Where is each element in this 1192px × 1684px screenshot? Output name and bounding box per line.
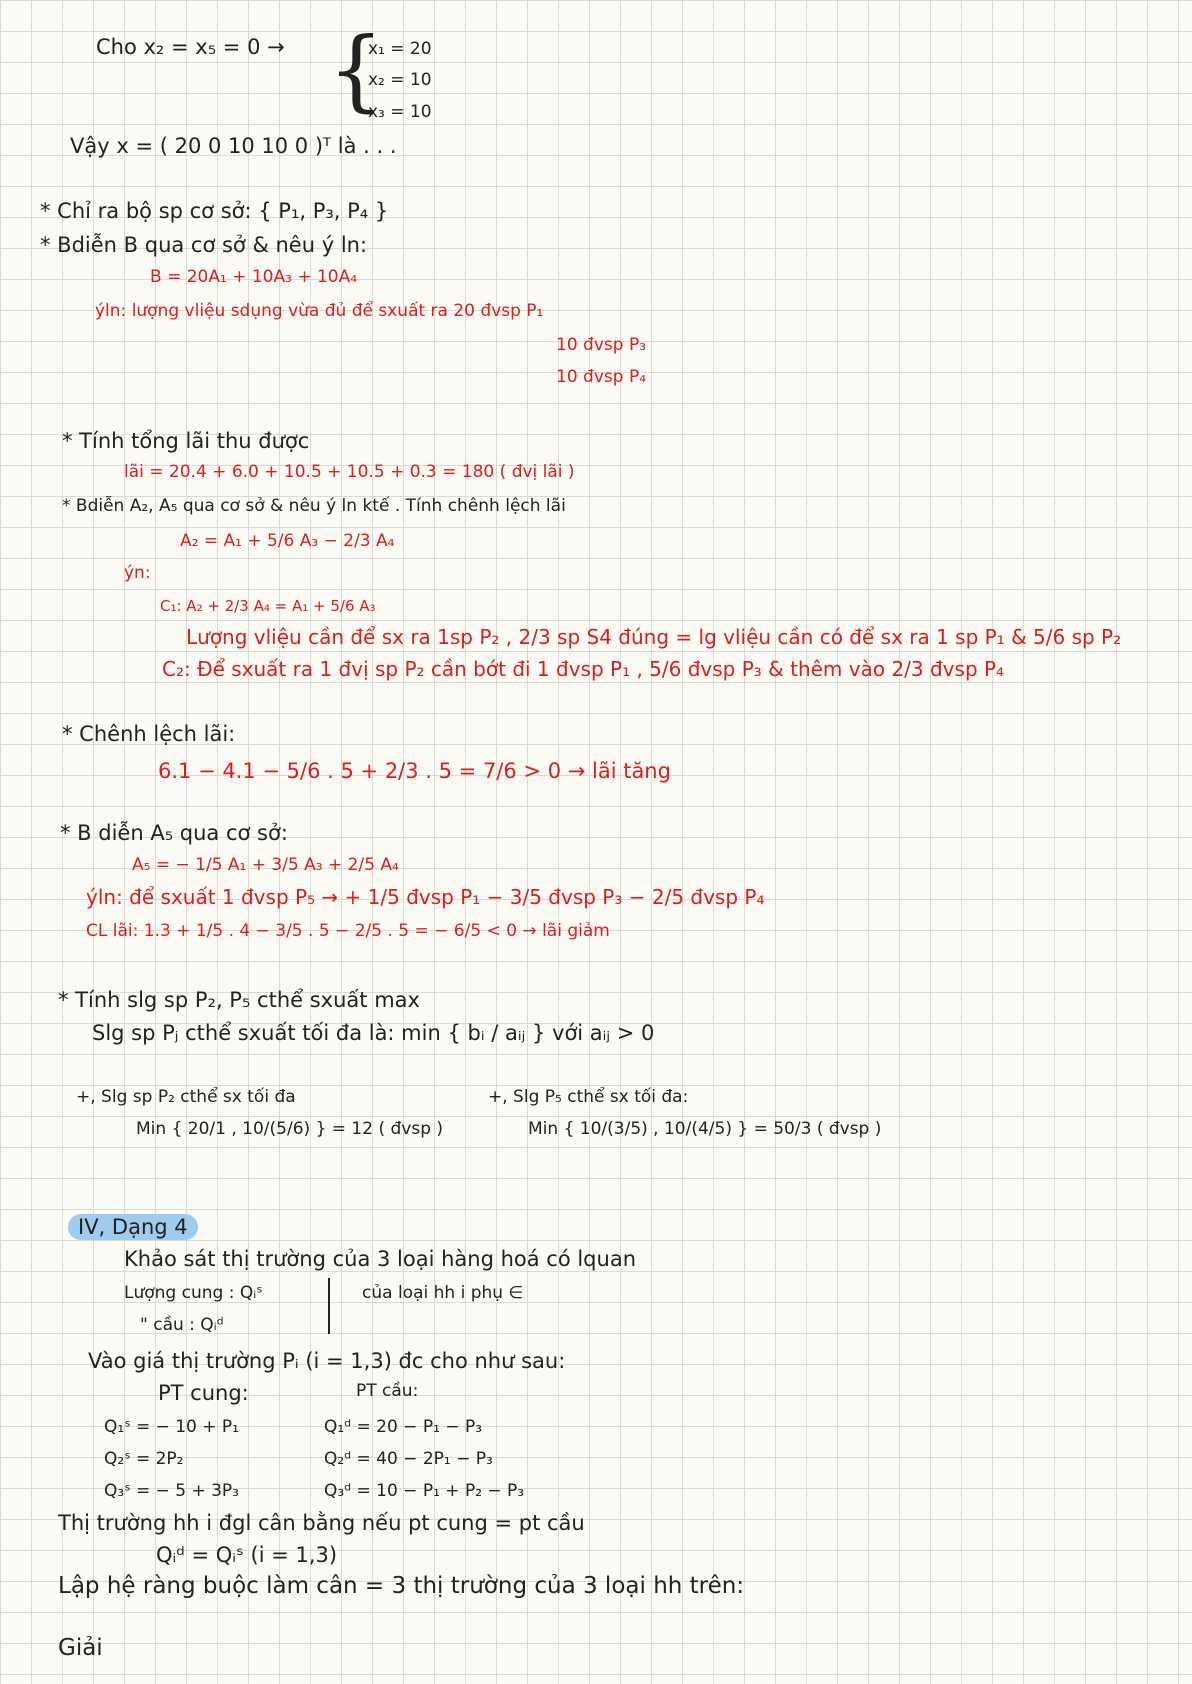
system-line-2: x₂ = 10 xyxy=(368,70,432,90)
system-line-3: x₃ = 10 xyxy=(368,102,432,122)
p5-max-equation: Min { 10/(3/5) , 10/(4/5) } = 50/3 ( đvsp ) xyxy=(528,1119,882,1139)
supply-eq-2: Q₂ˢ = 2P₂ xyxy=(104,1449,184,1469)
c1-meaning: Lượng vliệu cần để sx ra 1sp P₂ , 2/3 sp S4 đúng = lg vliệu cần có để sx ra 1 sp P₁ & 5/6 sp P₂ xyxy=(186,625,1122,649)
solution-vector: Vậy x = ( 20 0 10 10 0 )ᵀ là . . . xyxy=(70,134,397,158)
demand-eq-1: Q₁ᵈ = 20 − P₁ − P₃ xyxy=(324,1417,483,1437)
equilibrium-definition: Thị trường hh i đgl cân bằng nếu pt cung = pt cầu xyxy=(58,1511,585,1535)
demand-quantity-label: " cầu : Qᵢᵈ xyxy=(140,1315,224,1335)
system-line-1: x₁ = 20 xyxy=(368,39,432,59)
solution-heading: Giải xyxy=(58,1635,103,1661)
max-production-formula: Slg sp Pⱼ cthể sxuất tối đa là: min { bᵢ / aᵢⱼ } với aᵢⱼ > 0 xyxy=(92,1021,655,1045)
profit-equation: lãi = 20.4 + 6.0 + 10.5 + 10.5 + 0.3 = 180 ( đvị lãi ) xyxy=(124,462,575,482)
supply-quantity-label: Lượng cung : Qᵢˢ xyxy=(124,1283,263,1303)
total-profit-bullet: * Tính tổng lãi thu được xyxy=(62,429,310,453)
basis-bullet: * Chỉ ra bộ sp cơ sở: { P₁, P₃, P₄ } xyxy=(40,199,389,223)
section-tag: IV, Dạng 4 xyxy=(68,1214,198,1240)
bracket-divider xyxy=(328,1278,330,1334)
represent-a2-a5-bullet: * Bdiễn A₂, A₅ qua cơ sở & nêu ý ln ktế . Tính chênh lệch lãi xyxy=(62,496,566,516)
a5-equation: A₅ = − 1/5 A₁ + 3/5 A₃ + 2/5 A₄ xyxy=(132,855,399,875)
profit-difference-bullet: * Chênh lệch lãi: xyxy=(62,722,236,746)
a5-meaning: ýln: để sxuất 1 đvsp P₅ → + 1/5 đvsp P₁ − 3/5 đvsp P₃ − 2/5 đvsp P₄ xyxy=(86,885,765,909)
max-production-bullet: * Tính slg sp P₂, P₅ cthể sxuất max xyxy=(58,988,420,1012)
equilibrium-equation: Qᵢᵈ = Qᵢˢ (i = 1,3) xyxy=(156,1543,338,1567)
supply-eq-1: Q₁ˢ = − 10 + P₁ xyxy=(104,1417,239,1437)
demand-header: PT cầu: xyxy=(356,1381,419,1401)
meaning-line-3: 10 đvsp P₄ xyxy=(556,367,647,387)
c1-equation: C₁: A₂ + 2/3 A₄ = A₁ + 5/6 A₃ xyxy=(160,597,376,615)
meaning-line-1: ýln: lượng vliệu sdụng vừa đủ để sxuất ra 20 đvsp P₁ xyxy=(95,301,544,321)
system-brace: { xyxy=(328,18,384,121)
b-equation: B = 20A₁ + 10A₃ + 10A₄ xyxy=(150,267,358,287)
profit-difference-equation: 6.1 − 4.1 − 5/6 . 5 + 2/3 . 5 = 7/6 > 0 → lãi tăng xyxy=(158,759,671,783)
given-condition: Cho x₂ = x₅ = 0 → xyxy=(96,35,285,59)
supply-header: PT cung: xyxy=(158,1381,249,1405)
problem-intro: Khảo sát thị trường của 3 loại hàng hoá có lquan xyxy=(124,1247,636,1271)
price-intro: Vào giá thị trường Pᵢ (i = 1,3) đc cho như sau: xyxy=(88,1349,566,1373)
demand-eq-2: Q₂ᵈ = 40 − 2P₁ − P₃ xyxy=(324,1449,493,1469)
c2-meaning: C₂: Để sxuất ra 1 đvị sp P₂ cần bớt đi 1 đvsp P₁ , 5/6 đvsp P₃ & thêm vào 2/3 đvsp P₄ xyxy=(162,657,1005,681)
goods-type-label: của loại hh i phụ ∈ xyxy=(362,1283,524,1303)
represent-b-bullet: * Bdiễn B qua cơ sở & nêu ý ln: xyxy=(40,233,368,257)
a5-profit-change: CL lãi: 1.3 + 1/5 . 4 − 3/5 . 5 − 2/5 . 5 = − 6/5 < 0 → lãi giảm xyxy=(86,921,610,941)
p2-max-equation: Min { 20/1 , 10/(5/6) } = 12 ( đvsp ) xyxy=(136,1119,444,1139)
meaning-label: ýn: xyxy=(124,563,151,583)
a2-equation: A₂ = A₁ + 5/6 A₃ − 2/3 A₄ xyxy=(180,531,395,551)
p2-max-label: +, Slg sp P₂ cthể sx tối đa xyxy=(76,1087,296,1107)
p5-max-label: +, Slg P₅ cthể sx tối đa: xyxy=(488,1087,689,1107)
constraint-task: Lập hệ ràng buộc làm cân = 3 thị trường của 3 loại hh trên: xyxy=(58,1573,745,1599)
meaning-line-2: 10 đvsp P₃ xyxy=(556,335,647,355)
supply-eq-3: Q₃ˢ = − 5 + 3P₃ xyxy=(104,1481,239,1501)
demand-eq-3: Q₃ᵈ = 10 − P₁ + P₂ − P₃ xyxy=(324,1481,525,1501)
represent-a5-bullet: * B diễn A₅ qua cơ sở: xyxy=(60,821,288,845)
